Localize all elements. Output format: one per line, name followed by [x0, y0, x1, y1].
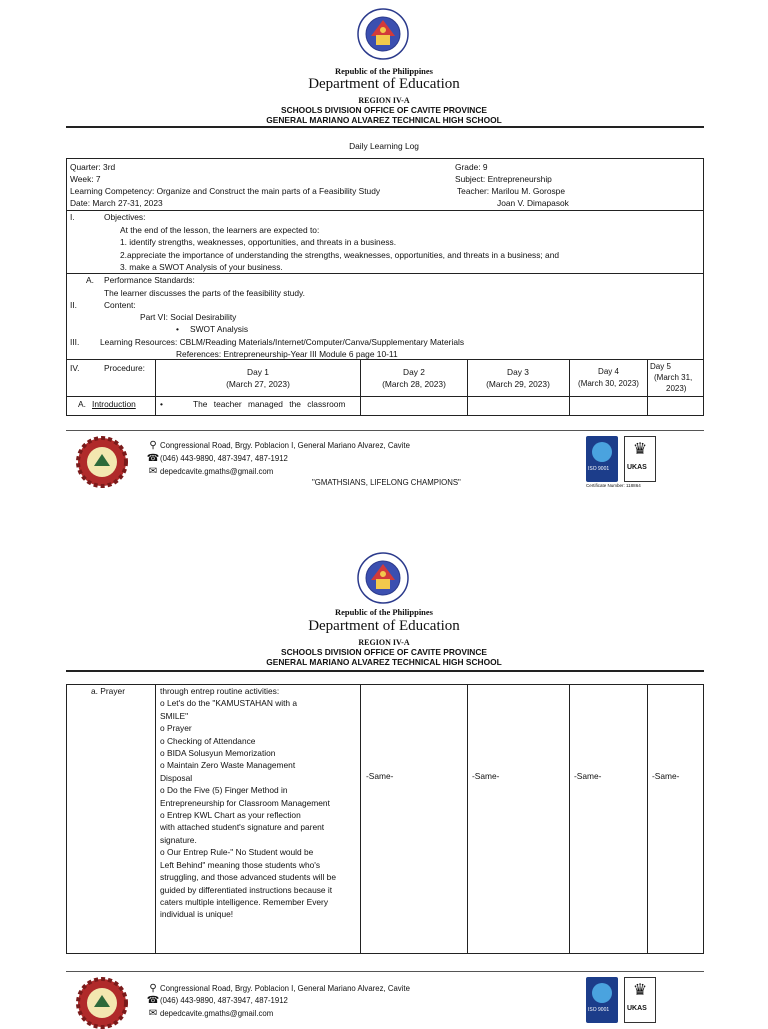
day-3: Day 3 (March 29, 2023): [486, 367, 550, 390]
republic-line: Republic of the Philippines: [334, 607, 433, 617]
intro-text: The teacher managed the classroom: [193, 399, 346, 409]
deped-seal-icon: [357, 552, 409, 604]
procedure-num: IV.: [70, 363, 80, 373]
envelope-icon: ✉: [148, 466, 158, 477]
day-1: Day 1 (March 27, 2023): [226, 367, 290, 390]
crown-icon: ♛: [632, 982, 648, 999]
resources-label: Learning Resources: CBLM/Reading Materials/Internet/Computer/Canva/Supplementary Materials: [100, 337, 465, 347]
footer-phone: ☎(046) 443-9890, 487-3947, 487-1912: [146, 453, 288, 464]
department-title: Department of Education: [308, 76, 460, 92]
procedure-label: Procedure:: [104, 363, 145, 373]
objective-item: 2.appreciate the importance of understanding the strengths, weaknesses, opportunities, and threats in a business; and: [120, 250, 560, 260]
region-line: REGION IV-A: [358, 96, 410, 105]
day-3-same: -Same-: [472, 771, 500, 781]
deped-seal-icon: [357, 8, 409, 60]
crown-icon: ♛: [632, 441, 648, 458]
subject: Subject: Entrepreneurship: [455, 174, 552, 184]
week: Week: 7: [70, 174, 101, 184]
iso-certification-badge: ISO 9001 ♛ UKAS Certificate Number: 118864: [586, 436, 658, 488]
footer-phone: ☎(046) 443-9890, 487-3947, 487-1912: [146, 995, 288, 1006]
page-1: [0, 0, 768, 500]
day-2: Day 2 (March 28, 2023): [382, 367, 446, 390]
introduction-link: Introduction: [92, 399, 136, 409]
footer-email: ✉ depedcavite.gmaths@gmail.com: [146, 1008, 273, 1019]
location-pin-icon: ⚲: [149, 983, 157, 994]
phone-icon: ☎: [146, 453, 160, 464]
content-num: II.: [70, 300, 77, 310]
teacher-2: Joan V. Dimapasok: [497, 198, 569, 208]
content-part: Part VI: Social Desirability: [140, 312, 237, 322]
iso-certification-badge: ISO 9001 ♛ UKAS: [586, 977, 658, 1024]
quarter: Quarter: 3rd: [70, 162, 116, 172]
intro-letter: A.: [78, 399, 86, 409]
standards-num: A.: [86, 275, 94, 285]
day-4-same: -Same-: [574, 771, 602, 781]
routine-activities: through entrep routine activities: o Let's do the "KAMUSTAHAN with a SMILE" o Prayer o Checking of Attendance o BIDA Solusyun Memorization o Maintain Zero Waste Management Disposal o Do the Five (5) Finger Method in Entrepreneurship for Classroom Management o Entrep KWL Chart as your reflection with attached student's signature and parent signature. o Our Entrep Rule-" No Student would be Left Behind" meaning those students who's struggling, and those advanced students will be guided by differentiated instructions because it caters multiple intelligence. Remember Every individual is unique!: [160, 686, 336, 920]
resources-num: III.: [70, 337, 80, 347]
division-line: SCHOOLS DIVISION OFFICE OF CAVITE PROVINCE: [281, 647, 487, 657]
day-5: Day 5 (March 31, 2023): [650, 362, 693, 393]
objective-item: 3. make a SWOT Analysis of your business.: [120, 262, 283, 272]
region-line: REGION IV-A: [358, 638, 410, 647]
footer-address: ⚲ Congressional Road, Brgy. Poblacion I, General Mariano Alvarez, Cavite: [146, 440, 410, 451]
intro-bullet: •: [160, 399, 163, 409]
footer-motto: "GMATHSIANS, LIFELONG CHAMPIONS": [312, 478, 461, 487]
competency: Learning Competency: Organize and Construct the main parts of a Feasibility Study: [70, 186, 381, 196]
header-divider: [66, 126, 704, 128]
teacher: Teacher: Marilou M. Gorospe: [457, 186, 565, 196]
content-bullet-dot: •: [176, 324, 179, 334]
header-divider: [66, 670, 704, 672]
republic-line: Republic of the Philippines: [334, 66, 433, 76]
standards-label: Performance Standards:: [104, 275, 195, 285]
footer-divider: [66, 430, 704, 431]
date: Date: March 27-31, 2023: [70, 198, 163, 208]
objective-item: 1. identify strengths, weaknesses, opportunities, and threats in a business.: [120, 237, 397, 247]
division-line: SCHOOLS DIVISION OFFICE OF CAVITE PROVINCE: [281, 105, 487, 115]
objectives-num: I.: [70, 212, 75, 222]
school-logo-icon: [76, 977, 128, 1029]
grade: Grade: 9: [455, 162, 488, 172]
department-title: Department of Education: [308, 618, 460, 634]
objectives-intro: At the end of the lesson, the learners are expected to:: [120, 225, 320, 235]
footer-email: ✉ depedcavite.gmaths@gmail.com: [146, 466, 273, 477]
school-line: GENERAL MARIANO ALVAREZ TECHNICAL HIGH SCHOOL: [266, 115, 502, 125]
envelope-icon: ✉: [148, 1008, 158, 1019]
content-label: Content:: [104, 300, 136, 310]
day-2-same: -Same-: [366, 771, 394, 781]
location-pin-icon: ⚲: [149, 440, 157, 451]
school-logo-icon: [76, 436, 128, 488]
footer-divider: [66, 971, 704, 972]
doc-title: Daily Learning Log: [349, 141, 419, 151]
references: References: Entrepreneurship-Year III Module 6 page 10-11: [176, 349, 398, 359]
footer-address: ⚲ Congressional Road, Brgy. Poblacion I, General Mariano Alvarez, Cavite: [146, 983, 410, 994]
prayer-label: a. Prayer: [91, 686, 125, 696]
day-4: Day 4 (March 30, 2023): [578, 367, 639, 389]
page-2: [0, 543, 768, 1024]
school-line: GENERAL MARIANO ALVAREZ TECHNICAL HIGH SCHOOL: [266, 657, 502, 667]
standards-text: The learner discusses the parts of the feasibility study.: [104, 288, 305, 298]
content-bullet: SWOT Analysis: [190, 324, 249, 334]
objectives-label: Objectives:: [104, 212, 146, 222]
day-5-same: -Same-: [652, 771, 680, 781]
phone-icon: ☎: [146, 995, 160, 1006]
